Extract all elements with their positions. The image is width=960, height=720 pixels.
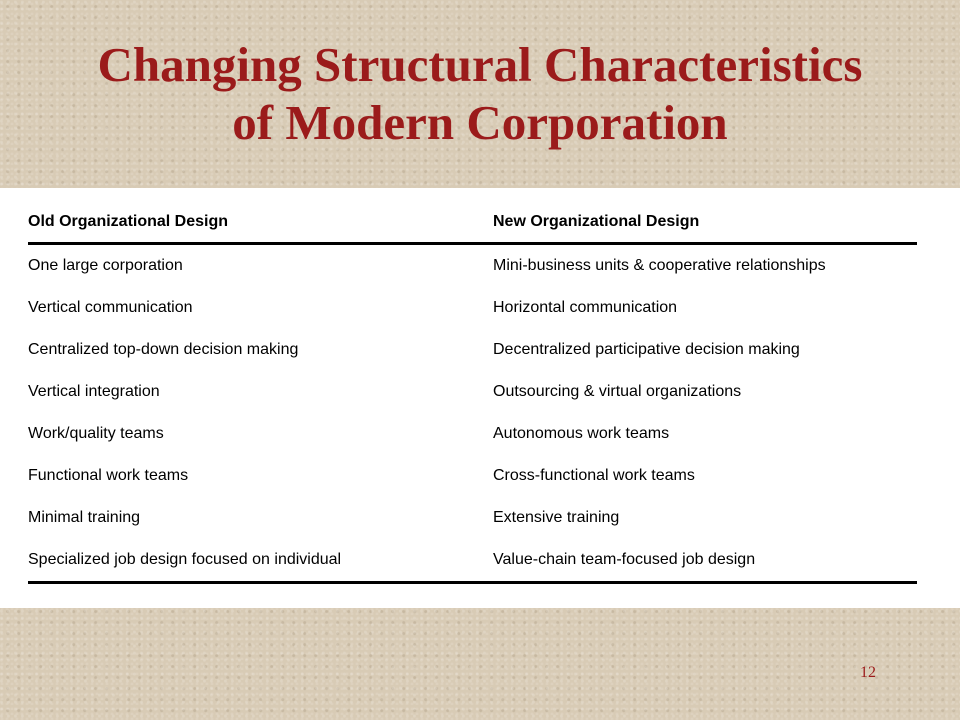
new-design-cell: Decentralized participative decision making: [493, 341, 800, 358]
new-design-cell: Value-chain team-focused job design: [493, 539, 917, 583]
old-design-cell: Vertical communication: [28, 299, 193, 316]
table-header-row: [28, 202, 917, 244]
new-design-cell: Cross-functional work teams: [493, 467, 695, 484]
old-design-cell: Centralized top-down decision making: [28, 341, 299, 358]
new-design-cell: Extensive training: [493, 509, 620, 526]
old-design-cell: Minimal training: [28, 509, 141, 526]
page-number: 12: [860, 664, 876, 681]
column-header-old: Old Organizational Design: [28, 202, 493, 244]
old-design-cell: Vertical integration: [28, 383, 160, 400]
table-row: [28, 244, 917, 288]
table-row: [28, 455, 917, 497]
old-design-cell: Work/quality teams: [28, 425, 164, 442]
new-design-cell: Mini-business units & cooperative relationships: [493, 257, 826, 274]
column-header-new: New Organizational Design: [493, 202, 917, 244]
new-design-cell: Horizontal communication: [493, 299, 678, 316]
old-design-cell: One large corporation: [28, 257, 183, 274]
old-design-cell: Functional work teams: [28, 467, 189, 484]
title-line-1: Changing Structural Characteristics: [97, 37, 863, 92]
title-line-2: of Modern Corporation: [232, 95, 728, 150]
new-design-cell: Outsourcing & virtual organizations: [493, 383, 742, 400]
table-panel: [0, 188, 960, 608]
new-design-cell: Autonomous work teams: [493, 425, 670, 442]
table-row: [28, 287, 917, 329]
table-row: [28, 539, 917, 583]
old-design-cell: Specialized job design focused on individual: [28, 539, 493, 583]
comparison-table: [28, 202, 917, 584]
table-row: [28, 329, 917, 371]
table-row: [28, 497, 917, 539]
slide-title: [0, 36, 960, 152]
table-row: [28, 413, 917, 455]
table-row: [28, 371, 917, 413]
